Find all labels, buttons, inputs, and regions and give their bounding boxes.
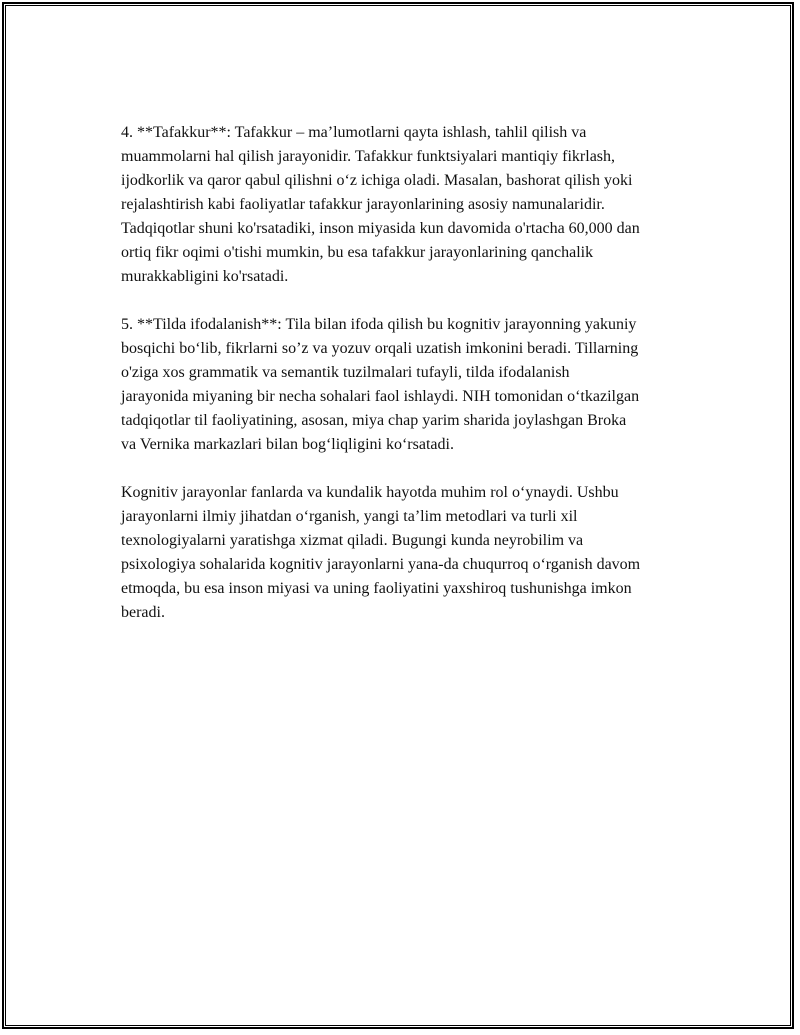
paragraph-tafakkur: 4. **Tafakkur**: Tafakkur – ma’lumotlarni qayta ishlash, tahlil qilish va muammolarni hal qilish jarayonidir. Tafakkur funktsiyalari mantiqiy fikrlash, ijodkorlik va qaror qabul qilishni o‘z ichiga oladi. Masalan, bashorat qilish yoki rejalashtirish kabi faoliyatlar tafakkur jarayonlarining asosiy namunalaridir. Tadqiqotlar shuni ko'rsatadiki, inson miyasida kun davomida o'rtacha 60,000 dan ortiq fikr oqimi o'tishi mumkin, bu esa tafakkur jarayonlarining qanchalik murakkabligini ko'rsatadi. xyxy=(121,124,640,285)
paragraph-conclusion: Kognitiv jarayonlar fanlarda va kundalik hayotda muhim rol o‘ynaydi. Ushbu jarayonlarni ilmiy jihatdan o‘rganish, yangi ta’lim metodlari va turli xil texnologiyalarni yaratishga xizmat qiladi. Bugungi kunda neyrobilim va psixologiya sohalarida kognitiv jarayonlarni yana-da chuqurroq o‘rganish davom etmoqda, bu esa inson miyasi va uning faoliyatini yaxshiroq tushunishga imkon beradi. xyxy=(121,484,641,621)
paragraph-tilda-ifodalanish: 5. **Tilda ifodalanish**: Tila bilan ifoda qilish bu kognitiv jarayonning yakuniy bosqichi bo‘lib, fikrlarni so’z va yozuv orqali uzatish imkonini beradi. Tillarning o'ziga xos grammatik va semantik tuzilmalari tufayli, tilda ifodalanish jarayonida miyaning bir necha sohalari faol ishlaydi. NIH tomonidan o‘tkazilgan tadqiqotlar til faoliyatining, asosan, miya chap yarim sharida joylashgan Broka va Vernika markazlari bilan bog‘liqligini ko‘rsatadi. xyxy=(121,316,640,453)
document-body xyxy=(121,121,641,649)
document-page xyxy=(2,2,794,1029)
